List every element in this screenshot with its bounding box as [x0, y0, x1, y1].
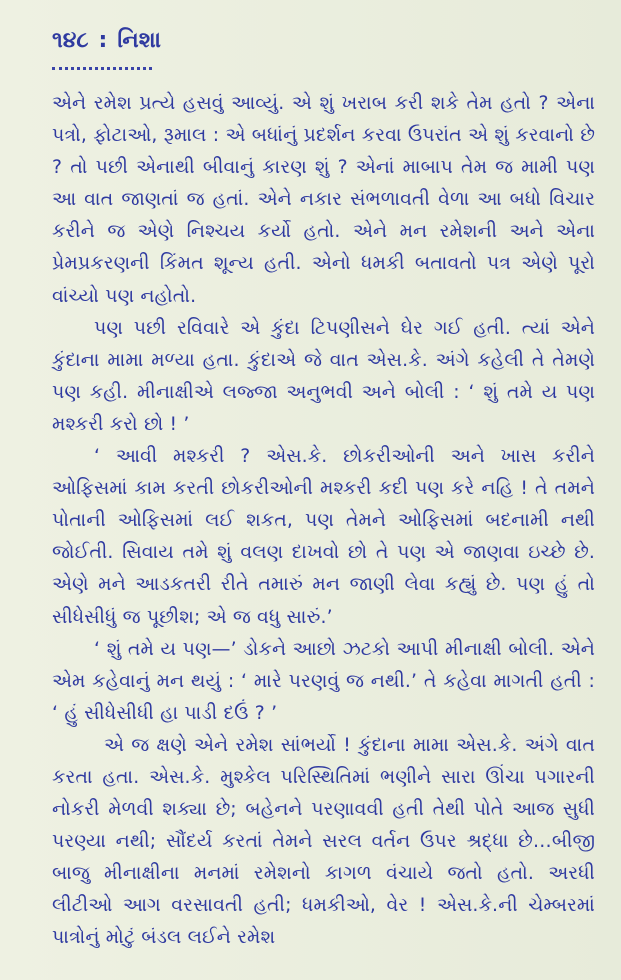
- running-title: નિશા: [117, 28, 162, 53]
- paragraph-4: ‘ શું તમે ય પણ—’ ડોકને આછો ઝટકો આપી મીનાક્ષી બોલી. એને એમ કહેવાનું મન થયું : ‘ મારે પરણવું જ નથી.’ તે કહેવા માગતી હતી : ‘ હું સીધેસીધી હા પાડી દઉં ? ’: [52, 638, 595, 724]
- body-text: [52, 88, 595, 955]
- paragraph-2: પણ પછી રવિવારે એ કુંદા ટિપણીસને ઘેર ગઈ હતી. ત્યાં એને કુંદાના મામા મળ્યા હતા. કુંદાએ જે વાત એસ.કે. અંગે કહેલી તે તેમણે પણ કહી. મીનાક્ષીએ લજ્જા અનુભવી અને બોલી : ‘ શું તમે ય પણ મશ્કરી કરો છો ! ’: [52, 317, 595, 435]
- page-number: ૧૪૮: [52, 28, 89, 53]
- header-separator: :: [98, 28, 108, 53]
- paragraph-1: એને રમેશ પ્રત્યે હસવું આવ્યું. એ શું ખરાબ કરી શકે તેમ હતો ? એના પત્રો, ફોટાઓ, રૂમાલ : એ બધાંનું પ્રદર્શન કરવા ઉપરાંત એ શું કરવાનો છે ? તો પછી એનાથી બીવાનું કારણ શું ? એનાં માબાપ તેમ જ મામી પણ આ વાત જાણતાં જ હતાં. એને નકાર સંભળાવતી વેળા આ બધો વિચાર કરીને જ એણે નિશ્ચય કર્યો હતો. એને મન રમેશની અને એના પ્રેમપ્રકરણની કિંમત શૂન્ય હતી. એનો ધમકી બતાવતો પત્ર એણે પૂરો વાંચ્યો પણ નહોતો.: [52, 93, 595, 307]
- paragraph-5: એ જ ક્ષણે એને રમેશ સાંભર્યો ! કુંદાના મામા એસ.કે. અંગે વાત કરતા હતા. એસ.કે. મુશ્કેલ પરિસ્થિતિમાં ભણીને સારા ઊંચા પગારની નોકરી મેળવી શક્યા છે; બહેનને પરણાવવી હતી તેથી પોતે આજ સુધી પરણ્યા નથી; સૌંદર્ય કરતાં તેમને સરલ વર્તન ઉપર શ્રદ્ધા છે…બીજી બાજુ મીનાક્ષીના મનમાં રમેશનો કાગળ વંચાયે જતો હતો. અરધી લીટીઓ આગ વરસાવતી હતી; ધમકીઓ, વેર ! એસ.કે.ની ચેમ્બરમાં પાત્રોનું મોટું બંડલ લઈને રમેશ: [52, 734, 595, 949]
- paragraph-3: ‘ આવી મશ્કરી ? એસ.કે. છોકરીઓની અને ખાસ કરીને ઓફિસમાં કામ કરતી છોકરીઓની મશ્કરી કદી પણ કરે નહિ ! તે તમને પોતાની ઓફિસમાં લઈ શકત, પણ તેમને ઓફિસમાં બદનામી નથી જોઈતી. સિવાય તમે શું વલણ દાખવો છો તે પણ એ જાણવા ઇચ્છે છે. એણે મને આડકતરી રીતે તમારું મન જાણી લેવા કહ્યું છે. પણ હું તો સીધેસીધું જ પૂછીશ; એ જ વધુ સારું.’: [52, 446, 595, 628]
- header-ornament-rule: [52, 59, 152, 70]
- page-header: [52, 28, 595, 53]
